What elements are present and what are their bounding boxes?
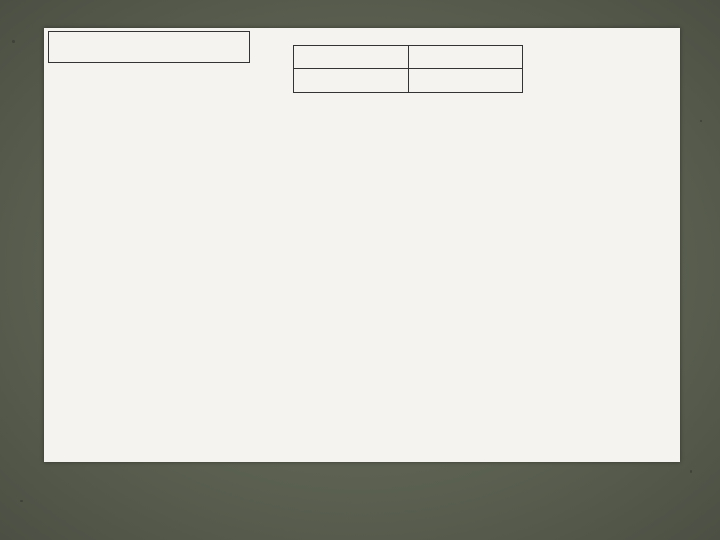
scanned-document (44, 28, 680, 462)
texture-speck (690, 470, 692, 473)
texture-speck (700, 120, 702, 122)
document-scan (48, 31, 674, 459)
region-box (293, 45, 523, 93)
texture-speck (12, 40, 15, 43)
header-title-box (48, 31, 250, 63)
texture-speck (20, 500, 23, 502)
